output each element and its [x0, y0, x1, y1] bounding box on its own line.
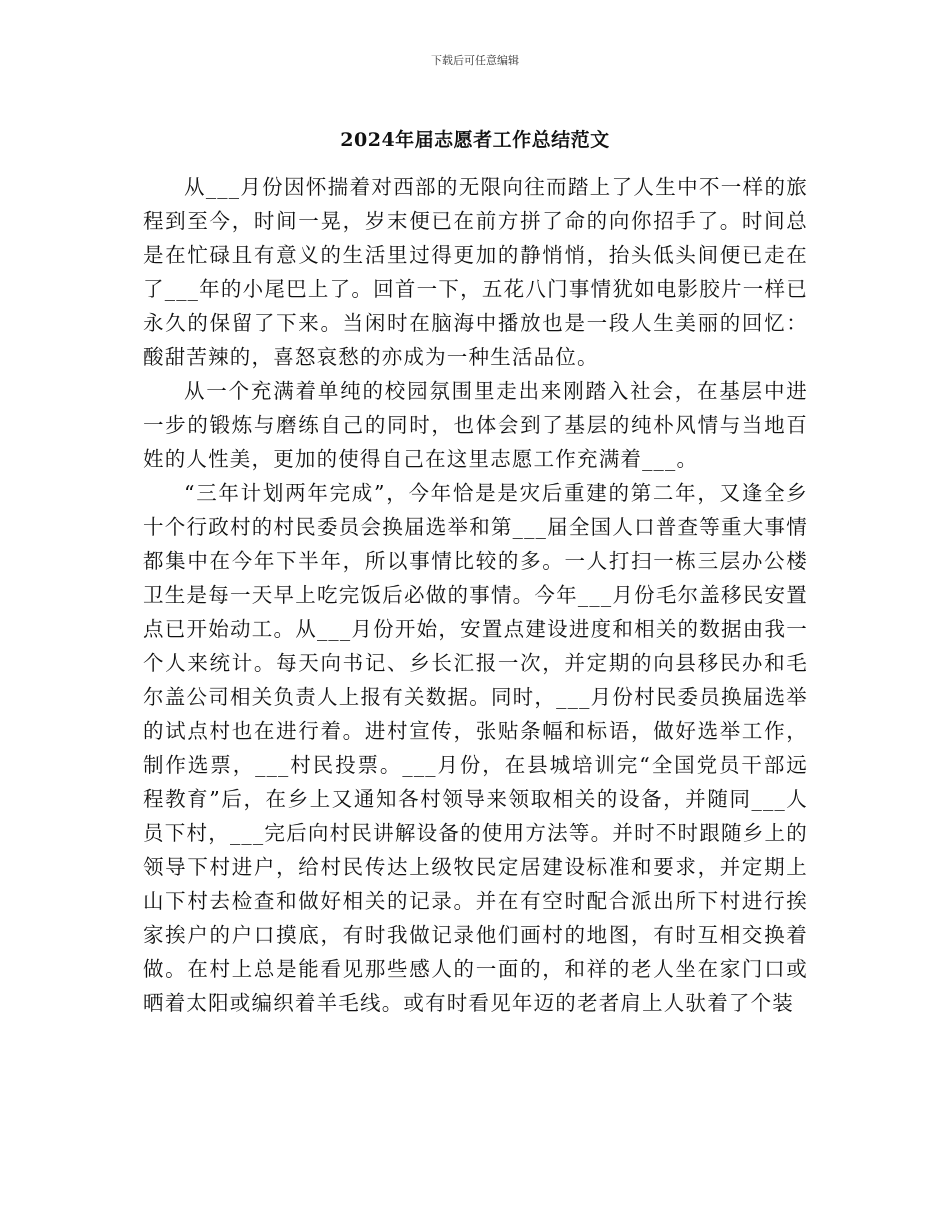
paragraph: 从___月份因怀揣着对西部的无限向往而踏上了人生中不一样的旅程到至今，时间一晃，岁末便已在前方拼了命的向你招手了。时间总是在忙碌且有意义的生活里过得更加的静悄悄，抬头低头间便已走在了___年的小尾巴上了。回首一下，五花八门事情犹如电影胶片一样已永久的保留了下来。当闲时在脑海中播放也是一段人生美丽的回忆：酸甜苦辣的，喜怒哀愁的亦成为一种生活品位。 [143, 175, 808, 369]
page-header-note: 下载后可任意编辑 [431, 54, 519, 67]
document-title: 2024年届志愿者工作总结范文 [340, 129, 610, 151]
paragraph: 从一个充满着单纯的校园氛围里走出来刚踏入社会，在基层中进一步的锻炼与磨练自己的同时，也体会到了基层的纯朴风情与当地百姓的人性美，更加的使得自己在这里志愿工作充满着___。 [143, 379, 808, 471]
document-body [143, 170, 808, 1020]
paragraph: “三年计划两年完成”，今年恰是是灾后重建的第二年，又逢全乡十个行政村的村民委员会换届选举和第___届全国人口普查等重大事情都集中在今年下半年，所以事情比较的多。一人打扫一栋三层办公楼卫生是每一天早上吃完饭后必做的事情。今年___月份毛尔盖移民安置点已开始动工。从___月份开始，安置点建设进度和相关的数据由我一个人来统计。每天向书记、乡长汇报一次，并定期的向县移民办和毛尔盖公司相关负责人上报有关数据。同时，___月份村民委员换届选举的试点村也在进行着。进村宣传，张贴条幅和标语，做好选举工作，制作选票，___村民投票。___月份，在县城培训完“全国党员干部远程教育”后，在乡上又通知各村领导来领取相关的设备，并随同___人员下村，___完后向村民讲解设备的使用方法等。并时不时跟随乡上的领导下村进户，给村民传达上级牧民定居建设标准和要求，并定期上山下村去检查和做好相关的记录。并在有空时配合派出所下村进行挨家挨户的户口摸底，有时我做记录他们画村的地图，有时互相交换着做。在村上总是能看见那些感人的一面的，和祥的老人坐在家门口或晒着太阳或编织着羊毛线。或有时看见年迈的老者肩上人驮着了个装 [143, 481, 808, 1015]
